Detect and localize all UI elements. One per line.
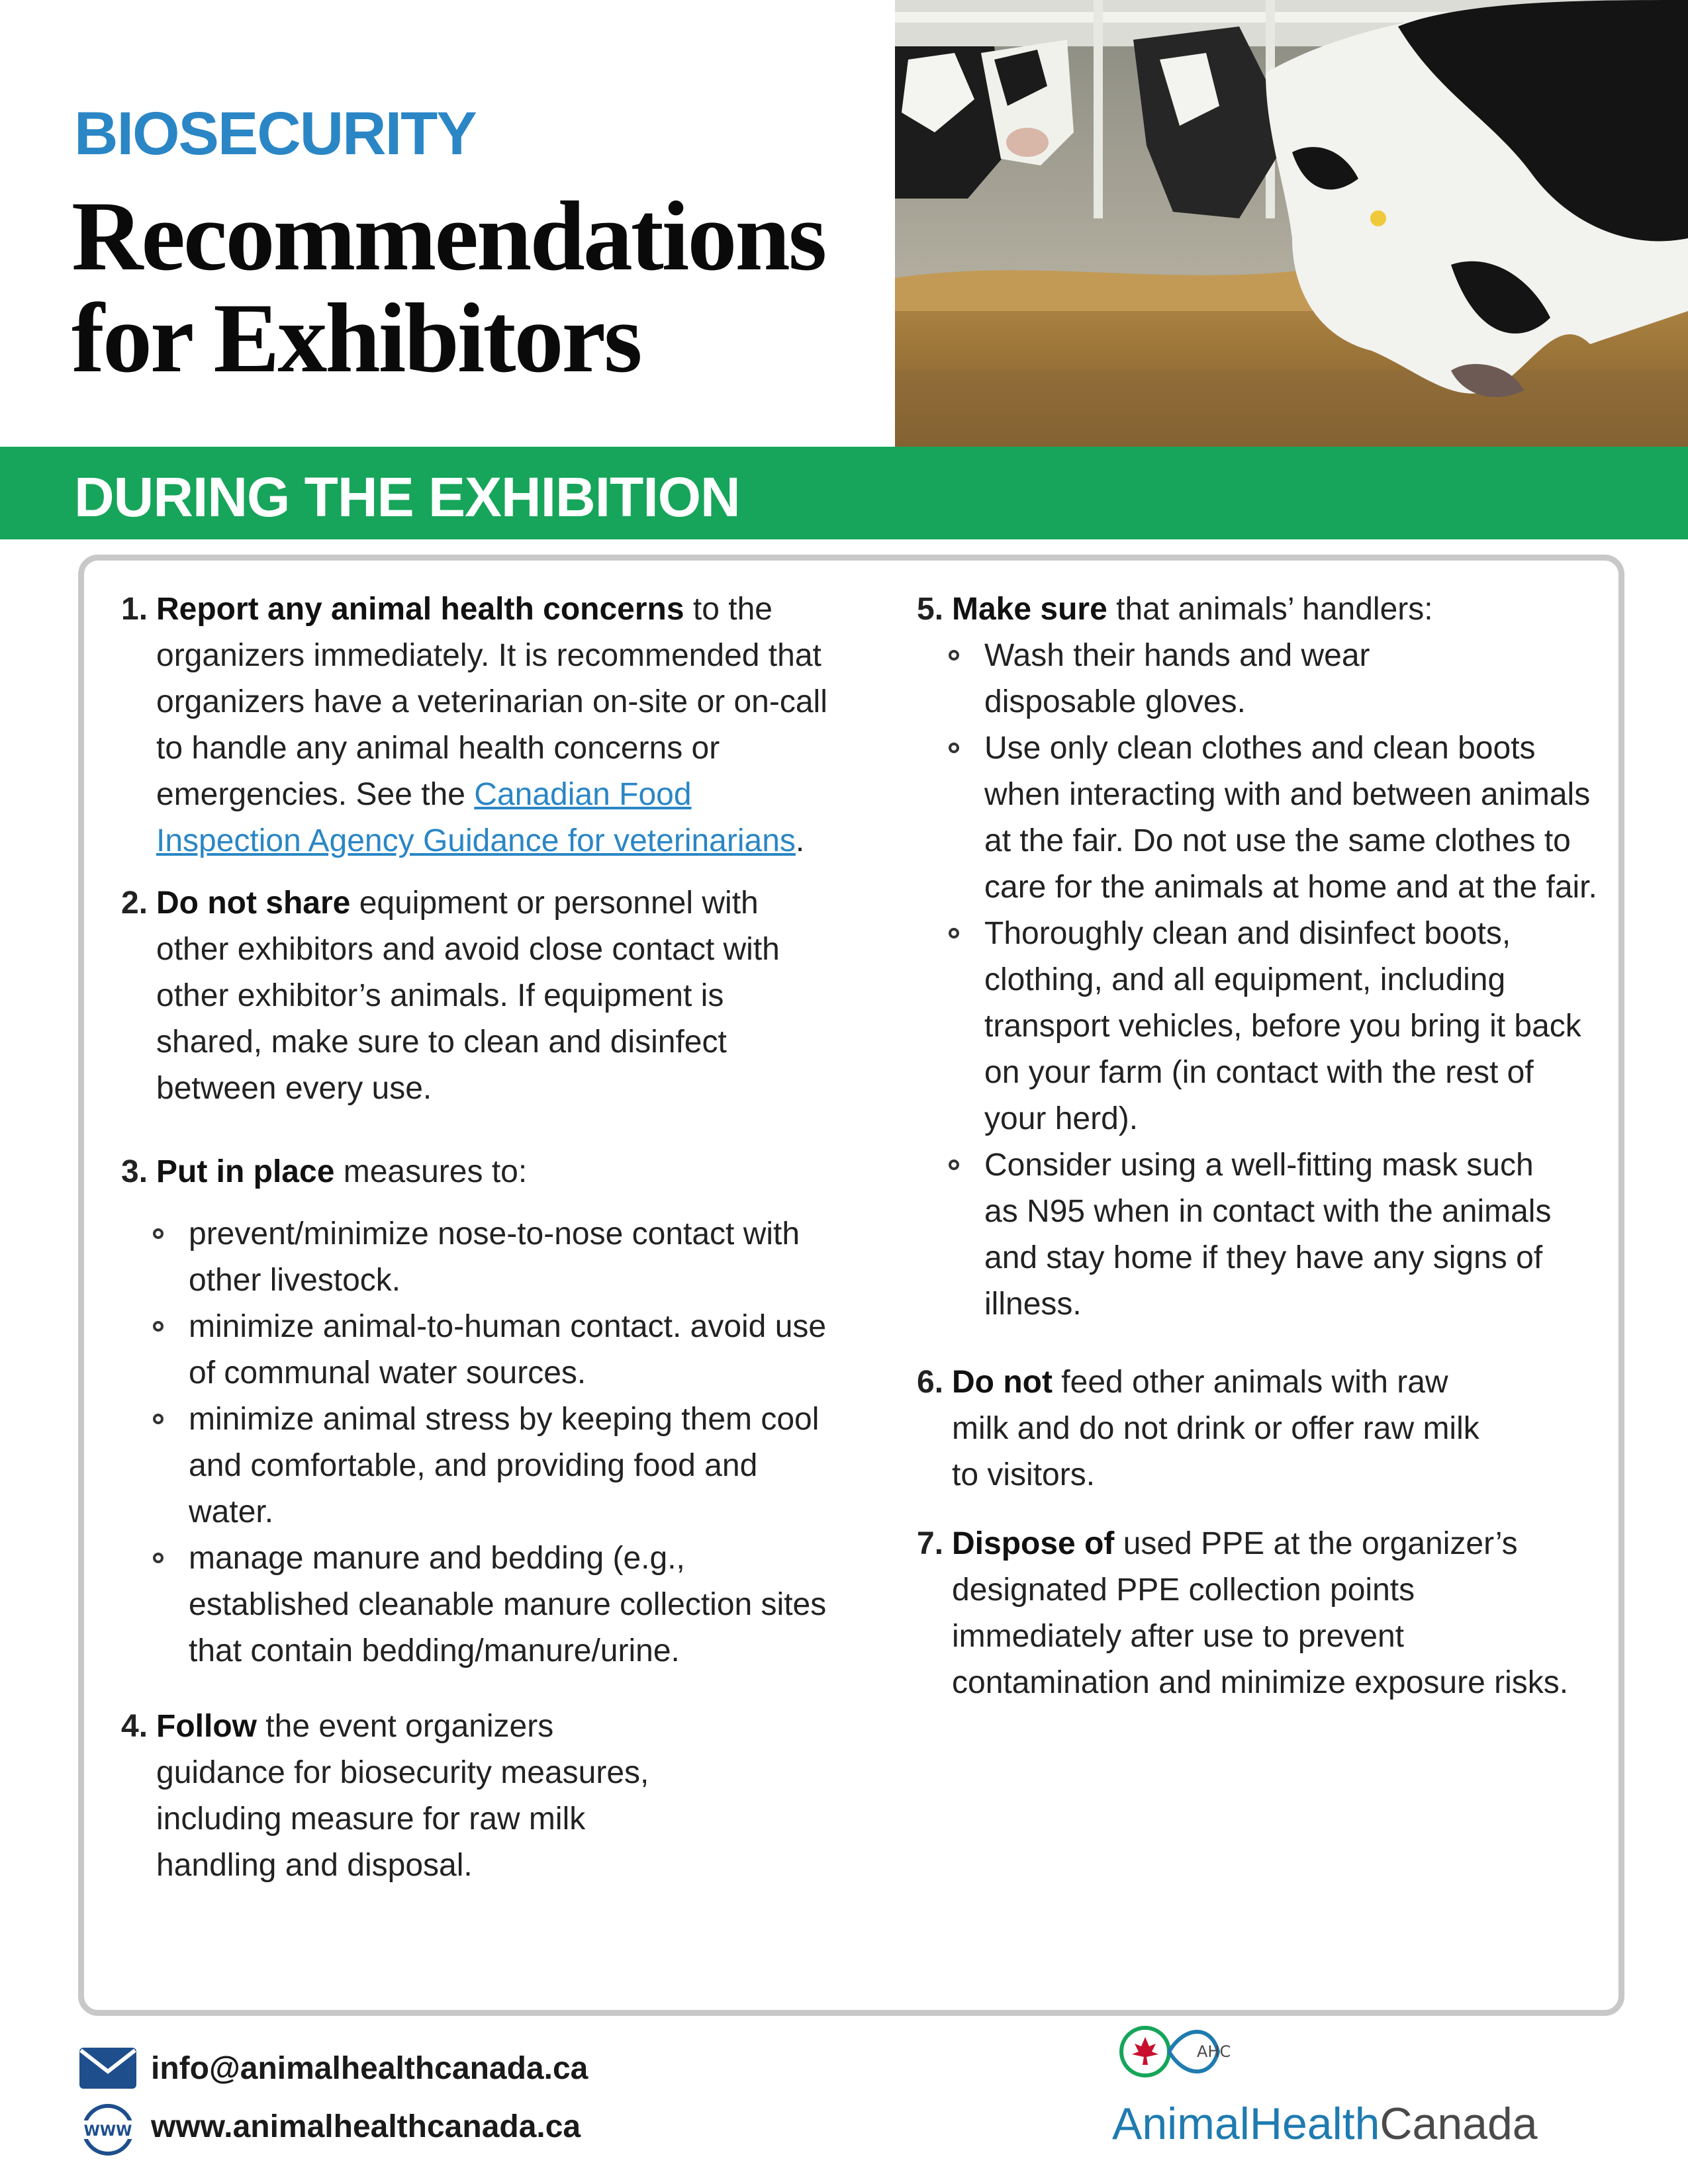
item-text: equipment or personnel with other exhibitors and avoid close contact with other exhibitor’s animals. If equipment is shared, make sure to clean and disinfect between every use.	[156, 886, 780, 1106]
bullet-icon	[153, 1553, 164, 1563]
item-number: 2.	[121, 886, 148, 921]
page-title	[71, 181, 825, 393]
bullet-icon	[153, 1321, 164, 1332]
sub-item: Thoroughly clean and disinfect boots, clothing, and all equipment, including transport vehicles, before you bring it back on your farm (in contact with the rest of your herd).	[917, 911, 1599, 1142]
bullet-icon	[949, 650, 959, 660]
item-number: 7.	[917, 1526, 944, 1561]
item-text: the event organizers guidance for biosecurity measures, including measure for raw milk handling and disposal.	[156, 1709, 649, 1883]
website-url[interactable]: www.animalhealthcanada.ca	[151, 2109, 581, 2144]
logo-wordmark: AnimalHealthCanada	[1112, 2099, 1538, 2149]
animal-health-canada-logo	[1112, 1999, 1575, 2171]
bullet-icon	[153, 1228, 164, 1239]
item-lead: Make sure	[952, 592, 1107, 627]
item-lead: Do not share	[156, 886, 351, 921]
item-text: feed other animals with raw milk and do not drink or offer raw milk to visitors.	[952, 1365, 1479, 1492]
recommendation-3-sublist	[121, 1211, 836, 1674]
recommendation-4	[121, 1704, 673, 1889]
recommendation-5-sublist	[917, 633, 1599, 1328]
item-number: 6.	[917, 1365, 944, 1400]
globe-icon	[78, 2103, 138, 2164]
recommendation-1	[121, 586, 836, 864]
sub-item: prevent/minimize nose-to-nose contact with other livestock.	[121, 1211, 836, 1304]
email-address[interactable]: info@animalhealthcanada.ca	[151, 2051, 588, 2086]
item-number: 4.	[121, 1709, 148, 1744]
cows-feeding-photo	[895, 0, 1688, 447]
item-number: 1.	[121, 592, 148, 627]
sub-item: Wash their hands and wear disposable gloves.	[917, 633, 1599, 725]
section-banner	[0, 447, 1688, 539]
bullet-icon	[949, 928, 959, 938]
title-line-2: for Exhibitors	[71, 283, 641, 393]
recommendation-3	[121, 1149, 836, 1195]
section-heading: DURING THE EXHIBITION	[74, 466, 740, 528]
sub-item: minimize animal stress by keeping them cool and comfortable, and providing food and water.	[121, 1396, 836, 1535]
right-column	[917, 586, 1599, 1722]
header-kicker: BIOSECURITY	[74, 100, 476, 167]
sub-item: manage manure and bedding (e.g., established cleanable manure collection sites that contain bedding/manure/urine.	[121, 1535, 836, 1674]
sub-item: Use only clean clothes and clean boots when interacting with and between animals at the fair. Do not use the same clothes to care for the animals at home and at the fair.	[917, 725, 1599, 911]
item-text: used PPE at the organizer’s designated PPE collection points immediately after use to prevent contamination and minimize exposure risks.	[952, 1526, 1569, 1700]
title-line-1: Recommendations	[71, 181, 825, 291]
envelope-icon	[78, 2045, 138, 2099]
item-text: to the organizers immediately. It is recommended that organizers have a veterinarian on-site or on-call to handle any animal health concerns or emergencies. See the	[156, 592, 827, 812]
item-lead: Put in place	[156, 1154, 335, 1189]
sub-item: minimize animal-to-human contact. avoid use of communal water sources.	[121, 1304, 836, 1396]
recommendation-5	[917, 586, 1599, 633]
item-number: 3.	[121, 1154, 148, 1189]
item-text: that animals’ handlers:	[1107, 592, 1433, 627]
recommendation-7	[917, 1521, 1574, 1706]
recommendation-2	[121, 880, 836, 1112]
item-text: measures to:	[334, 1154, 528, 1189]
www-label: WWW	[83, 2123, 132, 2140]
item-lead: Do not	[952, 1365, 1053, 1400]
sub-item: Consider using a well-fitting mask such as N95 when in contact with the animals and stay home if they have any signs of illness.	[917, 1142, 1599, 1328]
ahc-infinity-icon	[1112, 2012, 1244, 2091]
bullet-icon	[949, 743, 959, 753]
item-text-end: .	[795, 823, 805, 858]
bullet-icon	[153, 1414, 164, 1424]
cfia-guidance-link[interactable]: Canadian Food Inspection Agency Guidance for veterinarians	[156, 777, 796, 858]
left-column	[121, 586, 836, 1905]
recommendation-6	[917, 1359, 1495, 1498]
logo-badge-text: AHC	[1197, 2042, 1231, 2061]
item-lead: Dispose of	[952, 1526, 1115, 1561]
bullet-icon	[949, 1160, 959, 1170]
item-number: 5.	[917, 592, 944, 627]
item-lead: Follow	[156, 1709, 257, 1744]
item-lead: Report any animal health concerns	[156, 592, 684, 627]
